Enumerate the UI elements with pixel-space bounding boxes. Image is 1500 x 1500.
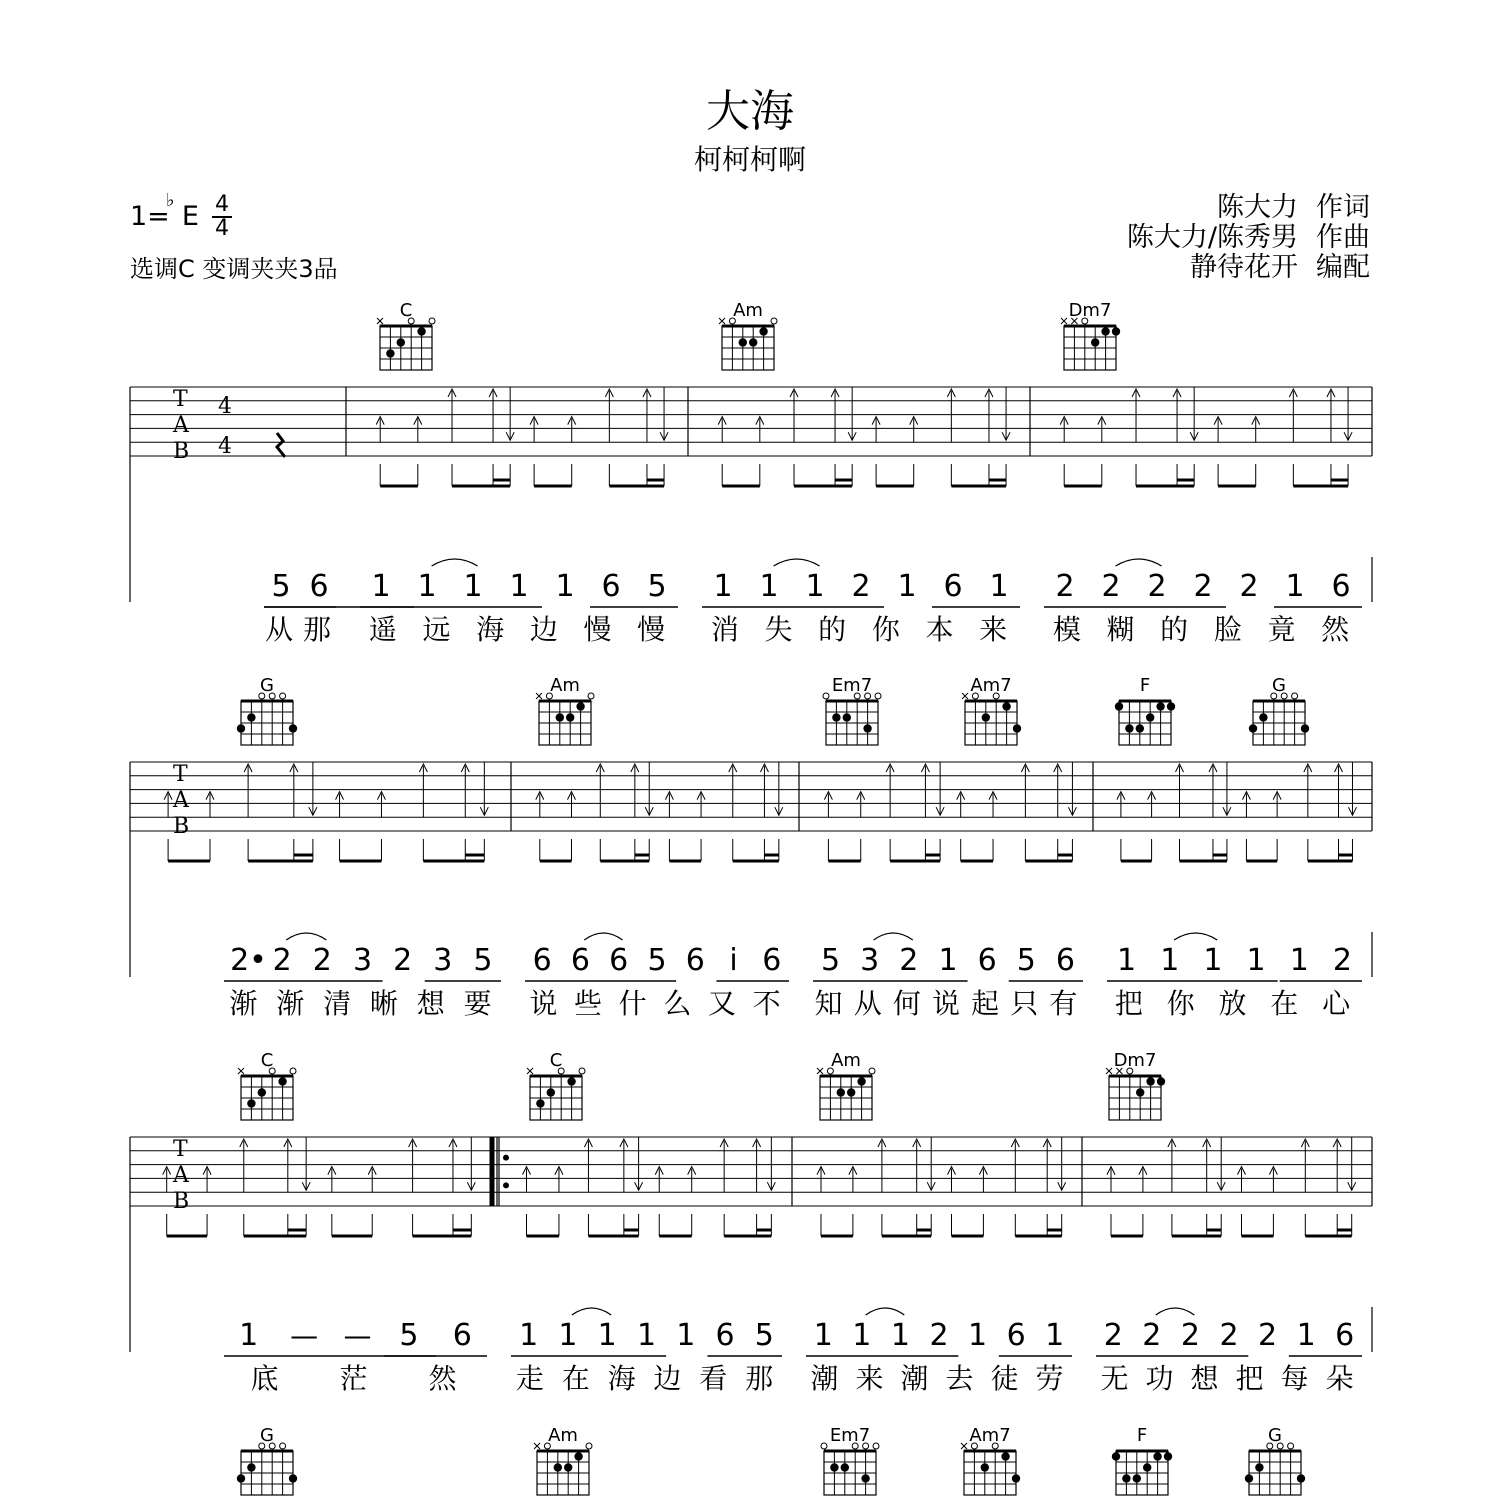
lyric-char: 渐 (276, 987, 305, 1020)
chord-name: Em7 (829, 1425, 871, 1446)
jianpu-note: 5 (754, 1318, 774, 1353)
lyric-char: 那 (302, 613, 331, 646)
tie-arc (774, 559, 820, 566)
finger-dot (247, 713, 255, 721)
tab-clef-letter: B (173, 1189, 190, 1214)
finger-dot (567, 1077, 575, 1085)
jianpu-note: 1 (417, 569, 437, 604)
chord-name: Dm7 (1068, 300, 1112, 321)
lyric-char: 竟 (1267, 613, 1296, 646)
jianpu-note: 6 (609, 943, 629, 978)
lyric-char: 去 (945, 1362, 974, 1395)
jianpu-note: 5 (399, 1318, 419, 1353)
lyric-char: 在 (1270, 987, 1299, 1020)
tie-arc (1156, 1308, 1195, 1315)
finger-dot (1013, 724, 1021, 732)
jianpu-note: 6 (1331, 569, 1351, 604)
key-letter: E (181, 201, 199, 232)
lyric-char: 然 (428, 1362, 457, 1395)
arranger-role: 编配 (1316, 252, 1370, 283)
jianpu-note: 6 (452, 1318, 472, 1353)
lyric-char: 知 (814, 987, 843, 1020)
finger-dot (981, 1463, 989, 1471)
lyric-char: 朵 (1325, 1362, 1354, 1395)
finger-dot (1115, 702, 1123, 710)
tab-time-bottom: 4 (218, 434, 232, 459)
lyric-char: 在 (561, 1362, 590, 1395)
finger-dot (237, 724, 245, 732)
finger-dot (1136, 1088, 1144, 1096)
chord-name: Am (550, 675, 580, 696)
jianpu-note: 2 (1332, 943, 1352, 978)
lyric-char: 那 (745, 1362, 774, 1395)
jianpu-note: i (729, 943, 738, 978)
lyric-char: 从 (264, 613, 293, 646)
finger-dot (247, 1463, 255, 1471)
finger-dot (863, 724, 871, 732)
finger-dot (861, 1474, 869, 1482)
lyric-char: 徒 (990, 1362, 1019, 1395)
lyric-char: 起 (971, 987, 1000, 1020)
finger-dot (1245, 1474, 1253, 1482)
finger-dot (1301, 724, 1309, 732)
jianpu-note: 2 (1142, 1318, 1162, 1353)
jianpu-note: 3 (860, 943, 880, 978)
jianpu-note: 5 (271, 569, 291, 604)
jianpu-note: 5 (647, 943, 667, 978)
composer-role: 作曲 (1316, 222, 1370, 253)
lyric-char: 渐 (229, 987, 258, 1020)
chord-name: F (1139, 675, 1151, 696)
finger-dot (843, 713, 851, 721)
lyric-char: 不 (752, 987, 781, 1020)
jianpu-note: 2 (1193, 569, 1213, 604)
repeat-dot (503, 1155, 509, 1161)
tab-clef-letter: B (173, 814, 190, 839)
finger-dot (237, 1474, 245, 1482)
finger-dot (1297, 1474, 1305, 1482)
jianpu-note: 6 (943, 569, 963, 604)
lyric-char: 走 (515, 1362, 544, 1395)
rest-symbol (277, 433, 285, 457)
lyric-char: 放 (1218, 987, 1247, 1020)
chord-name: C (260, 1050, 274, 1071)
finger-dot (1146, 713, 1154, 721)
finger-dot (1122, 1474, 1130, 1482)
chord-name: G (260, 1425, 274, 1446)
finger-dot (1156, 702, 1164, 710)
jianpu-note: 6 (762, 943, 782, 978)
tab-clef-letter: A (173, 413, 189, 438)
lyric-char: 海 (476, 613, 505, 646)
finger-dot (1249, 724, 1257, 732)
jianpu-note: 5 (1016, 943, 1036, 978)
jianpu-note: 2 (1180, 1318, 1200, 1353)
jianpu-note: 1 (239, 1318, 259, 1353)
finger-dot (837, 1088, 845, 1096)
lyric-char: 么 (663, 987, 692, 1020)
flat-sign: ♭ (166, 190, 175, 211)
chord-name: Em7 (831, 675, 873, 696)
lyric-char: 茫 (339, 1362, 368, 1395)
finger-dot (566, 713, 574, 721)
tie-arc (874, 933, 913, 940)
song-title: 大海 (706, 86, 794, 137)
jianpu-note: 2 (1219, 1318, 1239, 1353)
lyric-char: 些 (573, 987, 602, 1020)
repeat-dot (503, 1182, 509, 1188)
lyric-char: 什 (618, 987, 647, 1020)
jianpu-note: 2 (899, 943, 919, 978)
lyric-char: 来 (855, 1362, 884, 1395)
tab-clef-letter: A (173, 788, 189, 813)
finger-dot (397, 338, 405, 346)
lyric-char: 慢 (583, 613, 612, 646)
jianpu-note: 6 (685, 943, 705, 978)
finger-dot (1125, 724, 1133, 732)
chord-name: Am (831, 1050, 861, 1071)
lyric-char: 来 (979, 613, 1008, 646)
lyric-char: 的 (1160, 613, 1189, 646)
jianpu-note: 6 (1006, 1318, 1026, 1353)
jianpu-note: 1 (759, 569, 779, 604)
jianpu-note: 1 (897, 569, 917, 604)
lyric-char: 底 (250, 1362, 279, 1395)
jianpu-note: 2 (851, 569, 871, 604)
tab-clef-letter: A (173, 1163, 189, 1188)
jianpu-note: 2 (1147, 569, 1167, 604)
jianpu-note: 6 (570, 943, 590, 978)
tab-time-top: 4 (218, 394, 232, 419)
jianpu-note: 1 (1045, 1318, 1065, 1353)
tab-clef-letter: B (173, 439, 190, 464)
finger-dot (1136, 724, 1144, 732)
lyric-char: 清 (323, 987, 352, 1020)
tab-clef-letter: T (173, 762, 188, 787)
jianpu-note: 1 (1117, 943, 1137, 978)
jianpu-note: 6 (715, 1318, 735, 1353)
jianpu-note: 1 (713, 569, 733, 604)
finger-dot (278, 1077, 286, 1085)
lyric-char: 你 (1166, 987, 1195, 1020)
jianpu-note: 6 (977, 943, 997, 978)
finger-dot (1164, 1452, 1172, 1460)
jianpu-note: 6 (1335, 1318, 1355, 1353)
lyric-char: 把 (1235, 1362, 1264, 1395)
lyric-char: 边 (653, 1362, 682, 1395)
lyric-char: 想 (416, 987, 445, 1020)
jianpu-note: 1 (676, 1318, 696, 1353)
lyricist-name: 陈大力 (1217, 192, 1298, 223)
jianpu-note: 1 (989, 569, 1009, 604)
tie-arc (432, 559, 478, 566)
key-prefix: 1= (130, 201, 170, 232)
finger-dot (1143, 1463, 1151, 1471)
chord-name: Am (733, 300, 763, 321)
jianpu-note: 5 (473, 943, 493, 978)
time-bottom: 4 (215, 216, 229, 241)
lyric-char: 看 (699, 1362, 728, 1395)
arranger-name: 静待花开 (1190, 252, 1298, 283)
tie-arc (286, 933, 326, 940)
lyric-char: 的 (818, 613, 847, 646)
jianpu-note: 1 (555, 569, 575, 604)
finger-dot (576, 702, 584, 710)
jianpu-note: 3 (433, 943, 453, 978)
jianpu-note: 1 (813, 1318, 833, 1353)
lyric-char: 何 (892, 987, 921, 1020)
jianpu-note: 2 (1101, 569, 1121, 604)
lyric-char: 又 (707, 987, 736, 1020)
lyric-char: 要 (463, 987, 492, 1020)
jianpu-note: 1 (463, 569, 483, 604)
finger-dot (1101, 327, 1109, 335)
jianpu-note: 1 (1296, 1318, 1316, 1353)
finger-dot (749, 338, 757, 346)
lyric-char: 说 (931, 987, 960, 1020)
lyric-char: 想 (1190, 1362, 1219, 1395)
tie-arc (1116, 559, 1162, 566)
finger-dot (847, 1088, 855, 1096)
finger-dot (1259, 713, 1267, 721)
finger-dot (1001, 1452, 1009, 1460)
lyric-char: 每 (1280, 1362, 1309, 1395)
finger-dot (1112, 327, 1120, 335)
lyric-char: 有 (1049, 987, 1078, 1020)
finger-dot (547, 1088, 555, 1096)
chord-name: F (1136, 1425, 1148, 1446)
finger-dot (1012, 1474, 1020, 1482)
lyric-char: 你 (871, 613, 900, 646)
tie-arc (584, 933, 622, 940)
jianpu-note: 2 (1258, 1318, 1278, 1353)
tie-arc (866, 1308, 905, 1315)
finger-dot (536, 1099, 544, 1107)
chord-name: Am7 (969, 1425, 1011, 1446)
lyric-char: 远 (422, 613, 451, 646)
finger-dot (574, 1452, 582, 1460)
lyric-char: 把 (1114, 987, 1143, 1020)
chord-name: C (399, 300, 413, 321)
lyric-char: 糊 (1106, 613, 1135, 646)
jianpu-note: 6 (532, 943, 552, 978)
finger-dot (1157, 1077, 1165, 1085)
finger-dot (982, 713, 990, 721)
lyric-char: 潮 (810, 1362, 839, 1395)
tab-clef-letter: T (173, 387, 188, 412)
finger-dot (759, 327, 767, 335)
jianpu-note: 5 (821, 943, 841, 978)
lyricist-role: 作词 (1316, 192, 1370, 223)
jianpu-note: 1 (852, 1318, 872, 1353)
lyric-char: 功 (1145, 1362, 1174, 1395)
finger-dot (556, 713, 564, 721)
jianpu-note: 1 (597, 1318, 617, 1353)
jianpu-note: 2 (1239, 569, 1259, 604)
finger-dot (289, 724, 297, 732)
lyric-char: 边 (529, 613, 558, 646)
jianpu-note: 1 (1203, 943, 1223, 978)
lyric-char: 心 (1322, 987, 1351, 1020)
jianpu-note: 2 (272, 943, 292, 978)
finger-dot (564, 1463, 572, 1471)
jianpu-note: 2• (230, 943, 267, 978)
tab-clef-letter: T (173, 1137, 188, 1162)
sustain-dash: — (290, 1319, 319, 1352)
finger-dot (1255, 1463, 1263, 1471)
jianpu-note: 2 (393, 943, 413, 978)
finger-dot (1002, 702, 1010, 710)
jianpu-note: 2 (1055, 569, 1075, 604)
lyric-char: 消 (710, 613, 739, 646)
jianpu-note: 1 (890, 1318, 910, 1353)
jianpu-note: 1 (519, 1318, 539, 1353)
finger-dot (832, 713, 840, 721)
jianpu-note: 1 (558, 1318, 578, 1353)
chord-name: Am7 (970, 675, 1012, 696)
song-subtitle: 柯柯柯啊 (693, 143, 806, 176)
lyric-char: 从 (853, 987, 882, 1020)
jianpu-note: 2 (312, 943, 332, 978)
jianpu-note: 2 (929, 1318, 949, 1353)
jianpu-note: 1 (805, 569, 825, 604)
jianpu-note: 1 (371, 569, 391, 604)
lyric-char: 然 (1321, 613, 1350, 646)
finger-dot (1133, 1474, 1141, 1482)
lyric-char: 潮 (900, 1362, 929, 1395)
jianpu-note: 1 (1160, 943, 1180, 978)
lyric-char: 慢 (637, 613, 666, 646)
jianpu-note: 3 (352, 943, 373, 978)
lyric-char: 模 (1052, 613, 1081, 646)
finger-dot (386, 349, 394, 357)
jianpu-note: 1 (938, 943, 958, 978)
finger-dot (739, 338, 747, 346)
chord-name: Am (548, 1425, 578, 1446)
jianpu-note: 1 (1246, 943, 1266, 978)
lyric-char: 失 (764, 613, 793, 646)
jianpu-note: 1 (1285, 569, 1305, 604)
lyric-char: 说 (529, 987, 558, 1020)
finger-dot (857, 1077, 865, 1085)
finger-dot (1091, 338, 1099, 346)
jianpu-note: 6 (1055, 943, 1075, 978)
tie-arc (1174, 933, 1217, 940)
lyric-char: 本 (925, 613, 954, 646)
finger-dot (247, 1099, 255, 1107)
jianpu-note: 1 (636, 1318, 657, 1353)
lyric-char: 脸 (1213, 613, 1242, 646)
chord-name: G (1268, 1425, 1282, 1446)
lyric-char: 只 (1010, 987, 1039, 1020)
finger-dot (417, 327, 425, 335)
lyric-char: 劳 (1035, 1362, 1064, 1395)
finger-dot (841, 1463, 849, 1471)
composer-name: 陈大力/陈秀男 (1126, 222, 1298, 253)
finger-dot (258, 1088, 266, 1096)
lyric-char: 无 (1100, 1362, 1129, 1395)
tie-arc (572, 1308, 611, 1315)
finger-dot (1153, 1452, 1161, 1460)
finger-dot (1167, 702, 1175, 710)
jianpu-note: 1 (509, 569, 529, 604)
jianpu-note: 5 (647, 569, 667, 604)
lyric-char: 晰 (369, 987, 398, 1020)
jianpu-note: 1 (1289, 943, 1309, 978)
jianpu-note: 1 (968, 1318, 988, 1353)
chord-name: G (1272, 675, 1286, 696)
chord-name: Dm7 (1113, 1050, 1157, 1071)
lyric-char: 遥 (368, 613, 397, 646)
jianpu-note: 6 (309, 569, 329, 604)
finger-dot (830, 1463, 838, 1471)
chord-name: G (260, 675, 274, 696)
finger-dot (1146, 1077, 1154, 1085)
finger-dot (554, 1463, 562, 1471)
finger-dot (289, 1474, 297, 1482)
time-top: 4 (215, 192, 229, 217)
finger-dot (1112, 1452, 1120, 1460)
jianpu-note: 2 (1103, 1318, 1123, 1353)
jianpu-note: 6 (601, 569, 621, 604)
capo-note: 选调C 变调夹夹3品 (130, 255, 338, 283)
lyric-char: 海 (607, 1362, 636, 1395)
sustain-dash: — (343, 1319, 372, 1352)
chord-name: C (549, 1050, 563, 1071)
